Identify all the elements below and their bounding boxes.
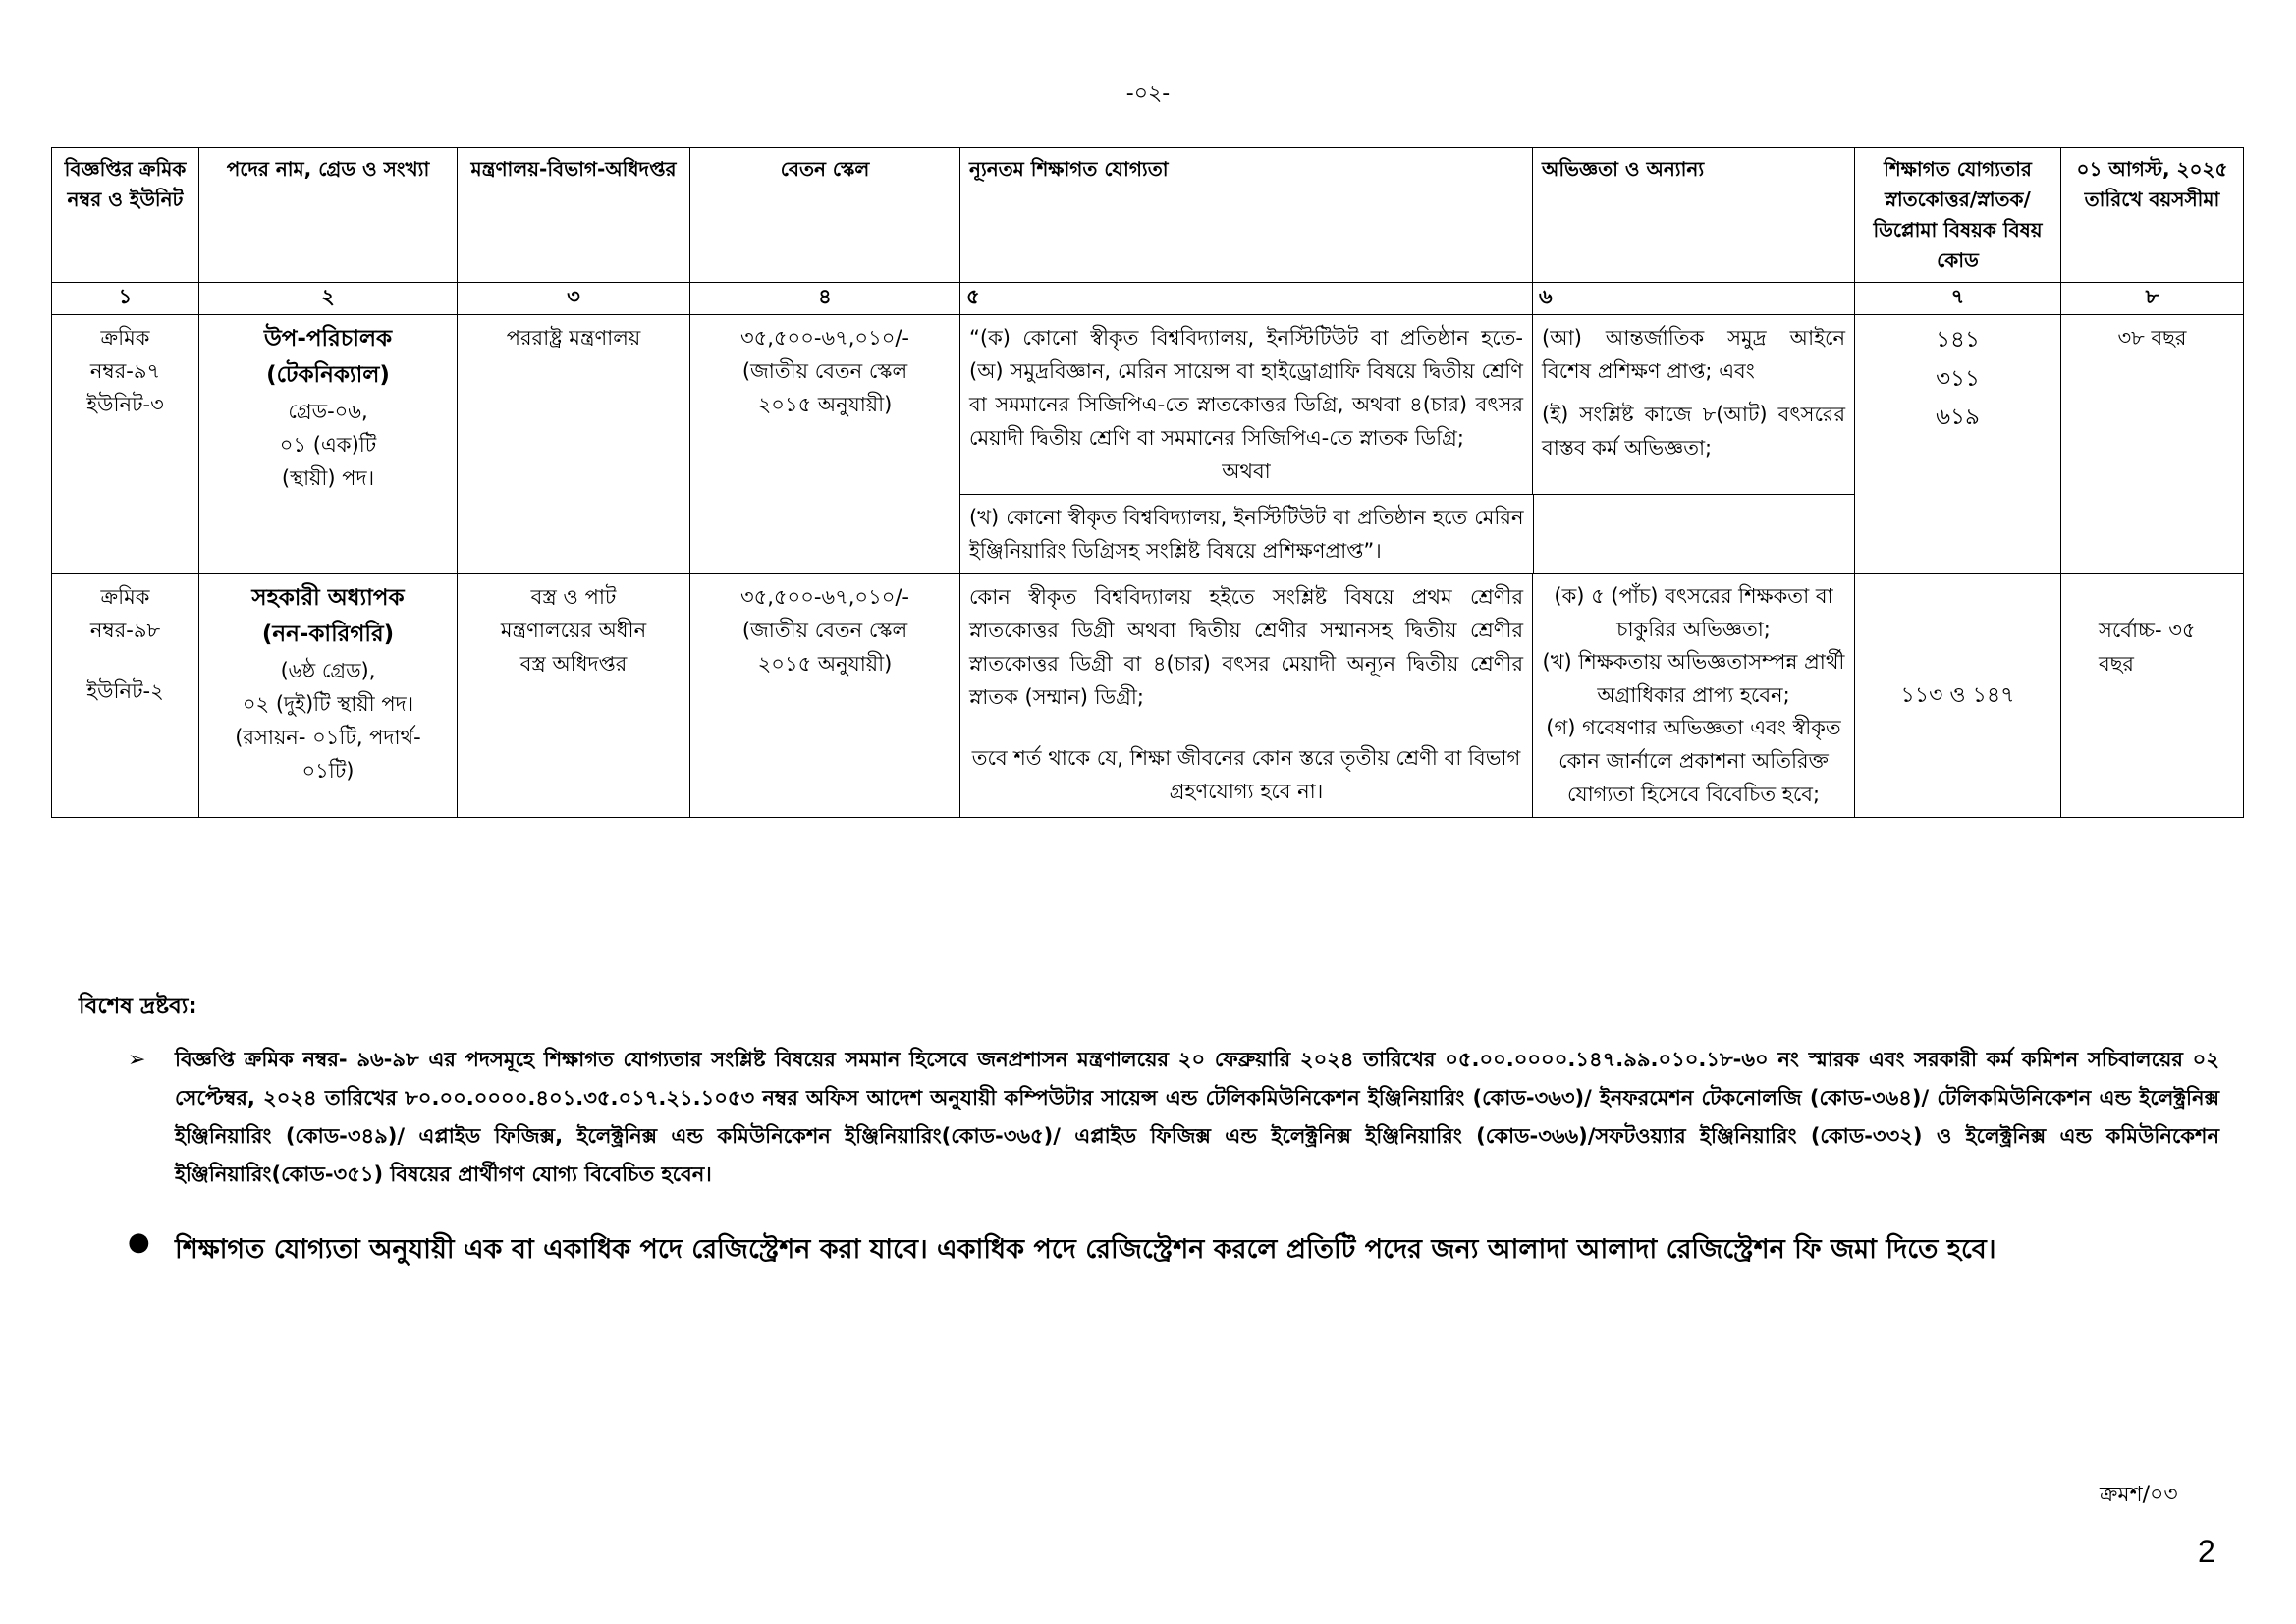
- experience-item: (খ) শিক্ষকতায় অভিজ্ঞতাসম্পন্ন প্রার্থী অগ্রাধিকার প্রাপ্য হবেন;: [1542, 650, 1845, 707]
- subject-code: ১৪১: [1936, 327, 1980, 352]
- age-limit-cell: ৩৮ বছর: [2061, 315, 2244, 574]
- spacer: [969, 714, 1523, 741]
- age-limit-line: বছর: [2099, 652, 2134, 677]
- pay-scale-line: (জাতীয় বেতন স্কেল: [741, 359, 908, 384]
- qualification-cell-a: [960, 315, 1533, 495]
- post-title: সহকারী অধ্যাপক: [251, 585, 405, 612]
- post-detail: ০২ (দুই)টি স্থায়ী পদ।: [242, 691, 414, 716]
- post-detail: (৬ষ্ঠ গ্রেড),: [280, 658, 376, 682]
- ministry-line: মন্ত্রণালয়ের অধীন: [500, 619, 647, 643]
- ministry-cell: পররাষ্ট্র মন্ত্রণালয়: [458, 315, 690, 574]
- post-detail: ০১ (এক)টি: [279, 432, 377, 457]
- subject-code: ৩১১: [1936, 365, 1980, 392]
- pay-scale-cell: [690, 574, 960, 818]
- post-detail: ০১টি): [301, 758, 355, 783]
- qualification-cell-b: (খ) কোনো স্বীকৃত বিশ্ববিদ্যালয়, ইনস্টিটিউট বা প্রতিষ্ঠান হতে মেরিন ইঞ্জিনিয়ারিং ডিগ্রিসহ সংশ্লিষ্ট বিষয়ে প্রশিক্ষণপ্রাপ্ত”।: [960, 495, 1533, 573]
- pay-scale-line: ২০১৫ অনুযায়ী): [757, 393, 893, 417]
- pay-scale-line: ৩৫,৫০০-৬৭,০১০/-: [739, 585, 910, 610]
- experience-item: (ই) সংশ্লিষ্ট কাজে ৮(আট) বৎসরের বাস্তব কর্ম অভিজ্ঞতা;: [1542, 403, 1845, 460]
- pay-scale-line: ২০১৫ অনুযায়ী): [757, 652, 893, 677]
- header-subject-code: শিক্ষাগত যোগ্যতার স্নাতকোত্তর/স্নাতক/ডিপ্লোমা বিষয়ক বিষয় কোড: [1855, 148, 2061, 283]
- column-number: ২: [199, 283, 458, 315]
- post-detail: গ্রেড-০৬,: [288, 399, 368, 423]
- qualification-condition: তবে শর্ত থাকে যে, শিক্ষা জীবনের কোন স্তরে তৃতীয় শ্রেণী বা বিভাগ গ্রহণযোগ্য হবে না।: [971, 746, 1521, 804]
- header-experience: অভিজ্ঞতা ও অন্যান্য: [1533, 148, 1855, 283]
- ministry-line: বস্ত্র অধিদপ্তর: [519, 652, 628, 677]
- qualification-or: অথবা: [1222, 460, 1271, 484]
- header-ministry: মন্ত্রণালয়-বিভাগ-অধিদপ্তর: [458, 148, 690, 283]
- header-pay-scale: বেতন স্কেল: [690, 148, 960, 283]
- column-number: ৪: [690, 283, 960, 315]
- post-title: (নন-কারিগরি): [261, 622, 395, 648]
- subject-code: ৬১৯: [1936, 405, 1980, 431]
- column-number: ১: [52, 283, 199, 315]
- table-header-row: [52, 148, 2244, 283]
- experience-item: (গ) গবেষণার অভিজ্ঞতা এবং স্বীকৃত কোন জার্নালে প্রকাশনা অতিরিক্ত যোগ্যতা হিসেবে বিবেচিত হবে;: [1546, 716, 1841, 806]
- serial-line: ইউনিট-২: [86, 679, 164, 704]
- column-number: ৬: [1533, 283, 1855, 315]
- serial-line: ইউনিট-৩: [86, 393, 164, 417]
- experience-item: (ক) ৫ (পাঁচ) বৎসরের শিক্ষকতা বা চাকুরির অভিজ্ঞতা;: [1554, 584, 1833, 641]
- note-bullet-text: শিক্ষাগত যোগ্যতা অনুযায়ী এক বা একাধিক পদে রেজিস্ট্রেশন করা যাবে। একাধিক পদে রেজিস্ট্রেশন করলে প্রতিটি পদের জন্য আলাদা আলাদা রেজিস্ট্রেশন ফি জমা দিতে হবে।: [175, 1234, 1996, 1265]
- serial-line: নম্বর-৯৮: [89, 619, 161, 643]
- page-number-top: -০২-: [1125, 81, 1171, 106]
- serial-line: ক্রমিক: [100, 326, 150, 350]
- column-number-row: [52, 283, 2244, 315]
- post-title: (টেকনিক্যাল): [266, 362, 390, 389]
- notes-title: বিশেষ দ্রষ্টব্য:: [79, 994, 197, 1019]
- subject-code-cell: [1855, 315, 2061, 574]
- note-arrow-item: [128, 1041, 2219, 1193]
- pay-scale-line: ৩৫,৫০০-৬৭,০১০/-: [739, 326, 910, 350]
- serial-line: নম্বর-৯৭: [89, 359, 161, 384]
- serial-line: ক্রমিক: [100, 585, 150, 610]
- header-post: পদের নাম, গ্রেড ও সংখ্যা: [199, 148, 458, 283]
- ministry-line: বস্ত্র ও পাট: [530, 585, 617, 610]
- table-row: [52, 315, 2244, 495]
- post-detail: (স্থায়ী) পদ।: [281, 465, 375, 490]
- table-row: [52, 574, 2244, 818]
- qualification-text: “(ক) কোনো স্বীকৃত বিশ্ববিদ্যালয়, ইনস্টিটিউট বা প্রতিষ্ঠান হতে- (অ) সমুদ্রবিজ্ঞান, মেরিন সায়েন্স বা হাইড্রোগ্রাফি বিষয়ে দ্বিতীয় শ্রেণি বা সমমানের সিজিপিএ-তে স্নাতকোত্তর ডিগ্রি, অথবা ৪(চার) বৎসর মেয়াদী দ্বিতীয় শ্রেণি বা সমমানের সিজিপিএ-তে স্নাতক ডিগ্রি;: [969, 326, 1523, 451]
- serial-cell: [52, 574, 199, 818]
- vacancy-table: [51, 147, 2244, 818]
- continued-label: ক্রমশ/০৩: [2100, 1483, 2178, 1507]
- header-serial: বিজ্ঞপ্তির ক্রমিক নম্বর ও ইউনিট: [52, 148, 199, 283]
- page-number-bottom: 2: [2198, 1534, 2215, 1569]
- post-cell: [199, 315, 458, 574]
- ministry-cell: [458, 574, 690, 818]
- qualification-b-wrap: [960, 495, 1855, 574]
- column-number: ৭: [1855, 283, 2061, 315]
- spacer: [61, 647, 190, 675]
- column-number: ৮: [2061, 283, 2244, 315]
- arrow-icon: ➢: [128, 1048, 146, 1072]
- experience-cell: [1533, 315, 1855, 495]
- note-arrow-text: বিজ্ঞপ্তি ক্রমিক নম্বর- ৯৬-৯৮ এর পদসমূহে শিক্ষাগত যোগ্যতার সংশ্লিষ্ট বিষয়ের সমমান হিসেবে জনপ্রশাসন মন্ত্রণালয়ের ২০ ফেব্রুয়ারি ২০২৪ তারিখের ০৫.০০.০০০০.১৪৭.৯৯.০১০.১৮-৬০ নং স্মারক এবং সরকারী কর্ম কমিশন সচিবালয়ের ০২ সেপ্টেম্বর, ২০২৪ তারিখের ৮০.০০.০০০০.৪০১.৩৫.০১৭.২১.১০৫৩ নম্বর অফিস আদেশ অনুযায়ী কম্পিউটার সায়েন্স এন্ড টেলিকমিউনিকেশন ইঞ্জিনিয়ারিং (কোড-৩৬৩)/ ইনফরমেশন টেকনোলজি (কোড-৩৬৪)/ টেলিকমিউনিকেশন এন্ড ইলেক্ট্রনিক্স ইঞ্জিনিয়ারিং (কোড-৩৪৯)/ এপ্লাইড ফিজিক্স, ইলেক্ট্রনিক্স এন্ড কমিউনিকেশন ইঞ্জিনিয়ারিং(কোড-৩৬৫)/ এপ্লাইড ফিজিক্স এন্ড ইলেক্ট্রনিক্স ইঞ্জিনিয়ারিং (কোড-৩৬৬)/সফটওয়্যার ইঞ্জিনিয়ারিং (কোড-৩৩২) ও ইলেক্ট্রনিক্স এন্ড কমিউনিকেশন ইঞ্জিনিয়ারিং(কোড-৩৫১) বিষয়ের প্রার্থীগণ যোগ্য বিবেচিত হবেন।: [175, 1048, 2219, 1186]
- experience-item: (আ) আন্তর্জাতিক সমুদ্র আইনে বিশেষ প্রশিক্ষণ প্রাপ্ত; এবং: [1542, 326, 1845, 384]
- qualification-b-row: [960, 495, 1855, 573]
- post-cell: [199, 574, 458, 818]
- post-detail: (রসায়ন- ০১টি, পদার্থ-: [235, 725, 421, 749]
- header-age-limit: ০১ আগস্ট, ২০২৫ তারিখে বয়সসীমা: [2061, 148, 2244, 283]
- bullet-icon: ●: [128, 1227, 150, 1257]
- pay-scale-cell: [690, 315, 960, 574]
- age-limit-cell: [2061, 574, 2244, 818]
- qualification-b-table: [960, 495, 1855, 573]
- pay-scale-line: (জাতীয় বেতন স্কেল: [741, 619, 908, 643]
- header-qualification: ন্যূনতম শিক্ষাগত যোগ্যতা: [960, 148, 1533, 283]
- post-title: উপ-পরিচালক: [263, 326, 393, 352]
- qualification-text: কোন স্বীকৃত বিশ্ববিদ্যালয় হইতে সংশ্লিষ্ট বিষয়ে প্রথম শ্রেণীর স্নাতকোত্তর ডিগ্রী অথবা দ্বিতীয় শ্রেণীর সম্মানসহ দ্বিতীয় শ্রেণীর স্নাতকোত্তর ডিগ্রী বা ৪(চার) বৎসর মেয়াদী অন্যূন দ্বিতীয় শ্রেণীর স্নাতক (সম্মান) ডিগ্রী;: [969, 585, 1523, 710]
- column-number: ৫: [960, 283, 1533, 315]
- subject-code-cell: ১১৩ ও ১৪৭: [1855, 574, 2061, 818]
- serial-cell: [52, 315, 199, 574]
- note-bullet-item: [128, 1229, 2219, 1273]
- age-limit-line: সর্বোচ্চ- ৩৫: [2099, 619, 2196, 643]
- experience-empty-cell: [1533, 495, 1855, 573]
- qualification-cell: [960, 574, 1533, 818]
- column-number: ৩: [458, 283, 690, 315]
- experience-cell: [1533, 574, 1855, 818]
